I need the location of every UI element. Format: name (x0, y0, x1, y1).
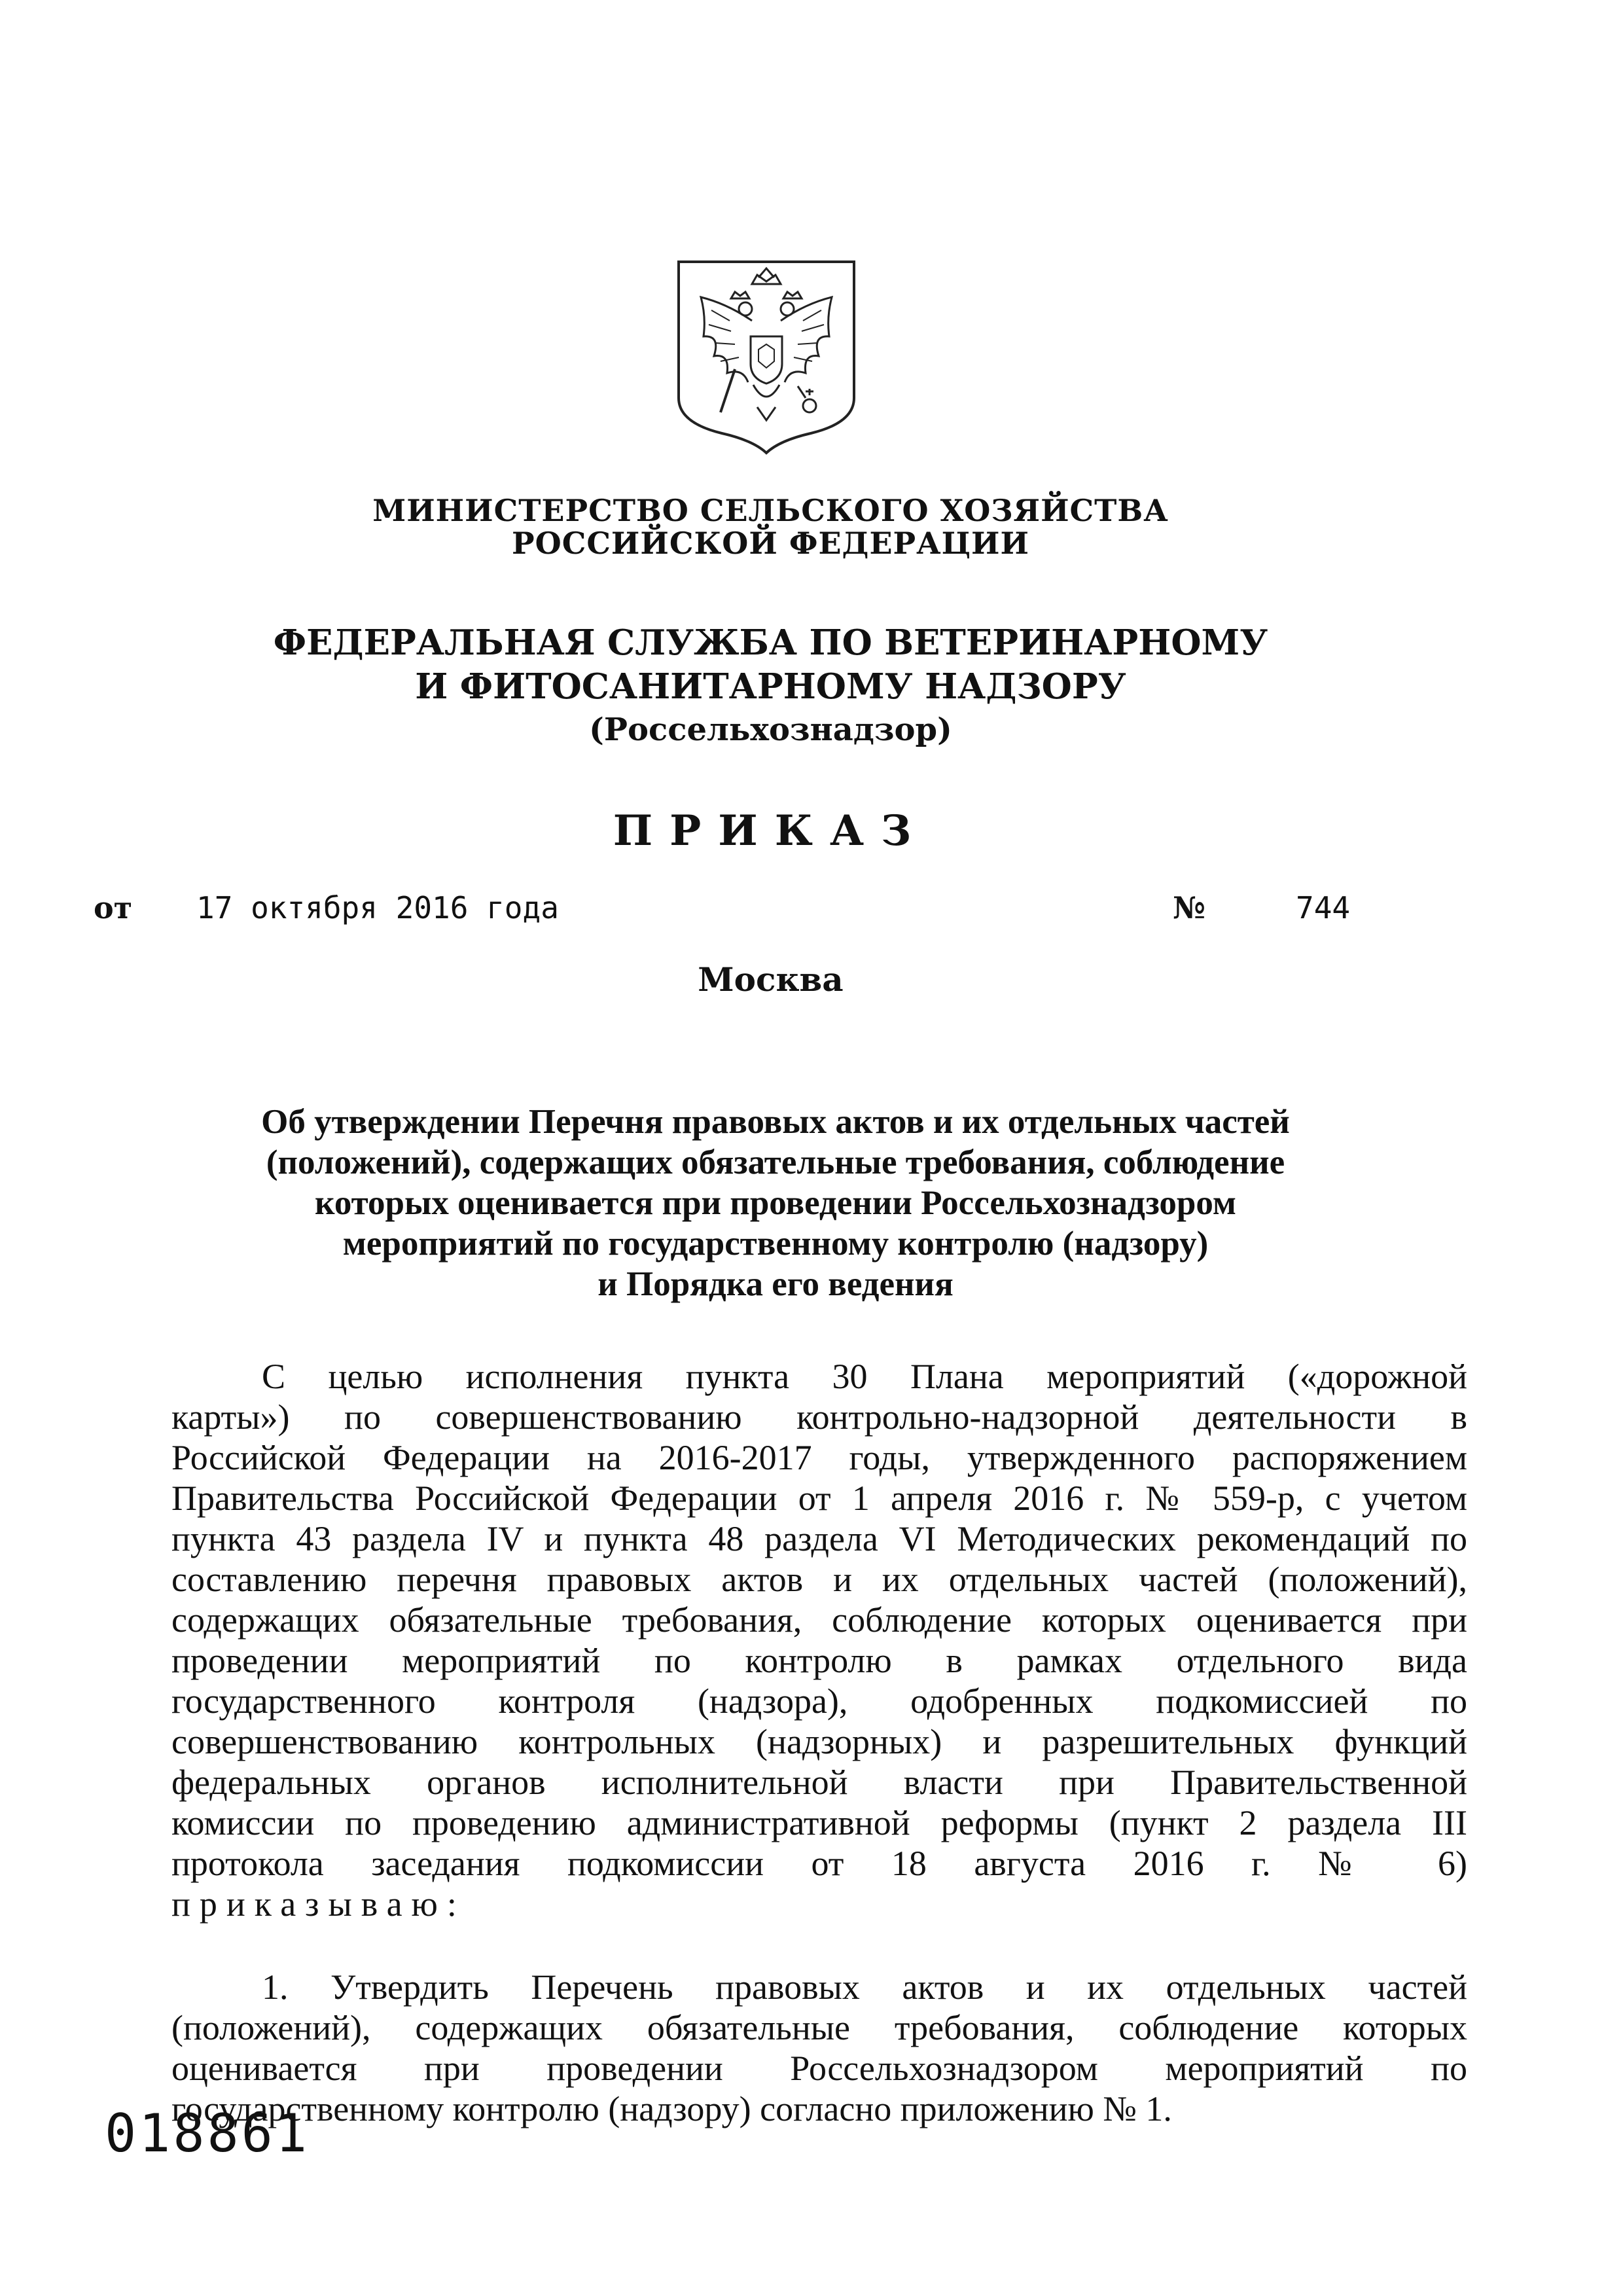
paragraph-line: С целью исполнения пункта 30 Плана мероприятий («дорожной (262, 1357, 1467, 1396)
paragraph-line: государственному контролю (надзору) согласно приложению № 1. (171, 2089, 1172, 2128)
date-label: от (94, 890, 133, 925)
paragraph-line: федеральных органов исполнительной власти при Правительственной (171, 1763, 1467, 1802)
order-word: приказываю: (171, 1884, 466, 1924)
document-type-title: ПРИКАЗ (613, 806, 929, 855)
paragraph-line: совершенствованию контрольных (надзорных) и разрешительных функций (171, 1722, 1467, 1761)
paragraph-line: протокола заседания подкомиссии от 18 августа 2016 г. № 6) (171, 1844, 1467, 1883)
paragraph-line: проведении мероприятий по контролю в рамках отдельного вида (171, 1641, 1467, 1680)
paragraph-line: Правительства Российской Федерации от 1 апреля 2016 г. № 559-р, с учетом (171, 1479, 1467, 1518)
order-date: 17 октября 2016 года (196, 890, 559, 925)
paragraph-line: комиссии по проведению административной реформы (пункт 2 раздела III (171, 1803, 1467, 1842)
paragraph-line: составлению перечня правовых актов и их отдельных частей (положений), (171, 1560, 1467, 1599)
paragraph-line: (положений), содержащих обязательные требования, соблюдение которых (171, 2008, 1467, 2047)
order-subject (196, 1102, 1355, 1304)
paragraph-line: Российской Федерации на 2016-2017 годы, утвержденного распоряжением (171, 1438, 1467, 1477)
paragraph-line: карты») по совершенствованию контрольно-надзорной деятельности в (171, 1397, 1467, 1437)
order-number: 744 (1296, 890, 1351, 925)
service-name-line2: И ФИТОСАНИТАРНОМУ НАДЗОРУ (415, 666, 1126, 707)
preamble-paragraph (171, 1356, 1467, 1924)
coat-of-arms-emblem (675, 258, 858, 456)
subject-line: и Порядка его ведения (597, 1265, 954, 1303)
paragraph-line: содержащих обязательные требования, соблюдение которых оценивается при (171, 1600, 1467, 1640)
blank-serial-number: 018861 (105, 2103, 310, 2164)
ministry-name-line1: МИНИСТЕРСТВО СЕЛЬСКОГО ХОЗЯЙСТВА (372, 493, 1169, 528)
number-label: № (1173, 890, 1205, 925)
subject-line: (положений), содержащих обязательные требования, соблюдение (266, 1143, 1285, 1181)
subject-line: мероприятий по государственному контролю (надзору) (342, 1225, 1209, 1263)
paragraph-line: 1. Утвердить Перечень правовых актов и их отдельных частей (262, 1967, 1467, 2007)
subject-line: которых оценивается при проведении Россельхознадзором (315, 1184, 1236, 1222)
item-1-paragraph (171, 1967, 1467, 2129)
service-abbreviation: (Россельхознадзор) (589, 711, 952, 748)
issue-city: Москва (698, 960, 844, 999)
ministry-name-line2: РОССИЙСКОЙ ФЕДЕРАЦИИ (512, 526, 1029, 561)
service-name-line1: ФЕДЕРАЛЬНАЯ СЛУЖБА ПО ВЕТЕРИНАРНОМУ (273, 622, 1268, 663)
paragraph-line: оценивается при проведении Россельхознадзором мероприятий по (171, 2049, 1467, 2088)
subject-line: Об утверждении Перечня правовых актов и их отдельных частей (261, 1103, 1290, 1141)
paragraph-line: пункта 43 раздела IV и пункта 48 раздела VI Методических рекомендаций по (171, 1519, 1467, 1558)
paragraph-line: государственного контроля (надзора), одобренных подкомиссией по (171, 1681, 1467, 1721)
